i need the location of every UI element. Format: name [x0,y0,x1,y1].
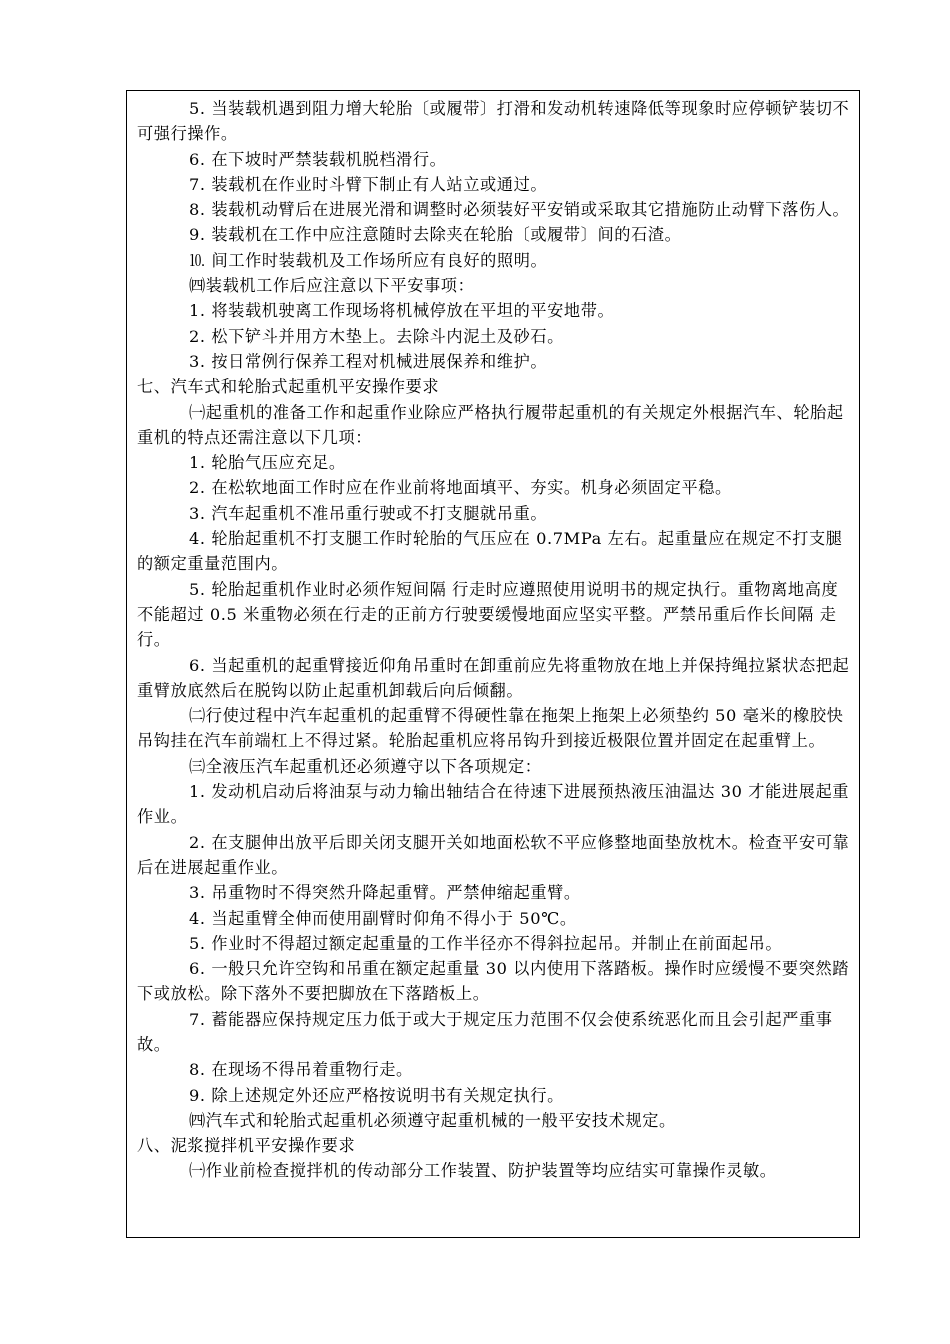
paragraph: 1. 将装载机驶离工作现场将机械停放在平坦的平安地带。 [189,301,615,321]
paragraph: 7. 蓄能器应保持规定压力低于或大于规定压力范围不仅会使系统恶化而且会引起严重事故。 [137,1009,833,1054]
paragraph: 2. 在支腿伸出放平后即关闭支腿开关如地面松软不平应修整地面垫放枕木。检查平安可靠后在进展起重作业。 [137,832,850,877]
paragraph: 5. 轮胎起重机作业时必须作短间隔 行走时应遵照使用说明书的规定执行。重物离地高度不能超过 0.5 米重物必须在行走的正前方行驶要缓慢地面应坚实平整。严禁吊重后作长间隔 走行。 [137,579,839,650]
paragraph: 8. 装载机动臂后在进展光滑和调整时必须装好平安销或采取其它措施防止动臂下落伤人。 [189,200,850,220]
paragraph: 4. 当起重臂全伸而使用副臂时仰角不得小于 50℃。 [189,908,577,928]
paragraph: 5. 当装载机遇到阻力增大轮胎〔或履带〕打滑和发动机转速降低等现象时应停顿铲装切不可强行操作。 [137,99,850,144]
section-heading: 七、汽车式和轮胎式起重机平安操作要求 [137,377,440,397]
paragraph: ㈣汽车式和轮胎式起重机必须遵守起重机械的一般平安技术规定。 [189,1110,676,1130]
paragraph: 5. 作业时不得超过额定起重量的工作半径亦不得斜拉起吊。并制止在前面起吊。 [189,933,783,953]
paragraph: ㈣装载机工作后应注意以下平安事项： [189,276,475,296]
paragraph: ㈢全液压汽车起重机还必须遵守以下各项规定： [189,756,542,776]
paragraph: 8. 在现场不得吊着重物行走。 [189,1060,413,1080]
paragraph: 3. 汽车起重机不准吊重行驶或不打支腿就吊重。 [189,503,548,523]
paragraph: ㈠起重机的准备工作和起重作业除应严格执行履带起重机的有关规定外根据汽车、轮胎起重机的特点还需注意以下几项： [137,402,844,447]
paragraph: 3. 吊重物时不得突然升降起重臂。严禁伸缩起重臂。 [189,883,581,903]
paragraph: 9. 装载机在工作中应注意随时去除夹在轮胎〔或履带〕间的石渣。 [189,225,682,245]
paragraph: ㈠作业前检查搅拌机的传动部分工作装置、防护装置等均应结实可靠操作灵敏。 [189,1161,777,1181]
paragraph: 2. 松下铲斗并用方木垫上。去除斗内泥土及砂石。 [189,326,564,346]
paragraph: 9. 除上述规定外还应严格按说明书有关规定执行。 [189,1085,564,1105]
section-heading: 八、泥浆搅拌机平安操作要求 [137,1136,356,1156]
paragraph: 7. 装载机在作业时斗臂下制止有人站立或通过。 [189,174,548,194]
paragraph: 6. 一般只允许空钩和吊重在额定起重量 30 以内使用下落踏板。操作时应缓慢不要突然踏下或放松。除下落外不要把脚放在下落踏板上。 [137,959,850,1004]
paragraph: 4. 轮胎起重机不打支腿工作时轮胎的气压应在 0.7MPa 左右。起重量应在规定不打支腿的额定重量范围内。 [137,529,843,574]
paragraph: 1. 轮胎气压应充足。 [189,453,346,473]
paragraph: ⒑ 间工作时装载机及工作场所应有良好的照明。 [189,250,548,270]
document-table-cell [126,90,860,1238]
paragraph: 2. 在松软地面工作时应在作业前将地面填平、夯实。机身必须固定平稳。 [189,478,732,498]
paragraph: 1. 发动机启动后将油泵与动力输出轴结合在待速下进展预热液压油温达 30 才能进展起重作业。 [137,782,850,827]
paragraph: 6. 在下坡时严禁装载机脱档滑行。 [189,149,447,169]
paragraph: 6. 当起重机的起重臂接近仰角吊重时在卸重前应先将重物放在地上并保持绳拉紧状态把起重臂放底然后在脱钩以防止起重机卸载后向后倾翻。 [137,655,850,700]
document-body [137,96,851,1184]
paragraph: 3. 按日常例行保养工程对机械进展保养和维护。 [189,351,548,371]
paragraph: ㈡行使过程中汽车起重机的起重臂不得硬性靠在拖架上拖架上必须垫约 50 毫米的橡胶快吊钩挂在汽车前端杠上不得过紧。轮胎起重机应将吊钩升到接近极限位置并固定在起重臂上。 [137,706,844,751]
